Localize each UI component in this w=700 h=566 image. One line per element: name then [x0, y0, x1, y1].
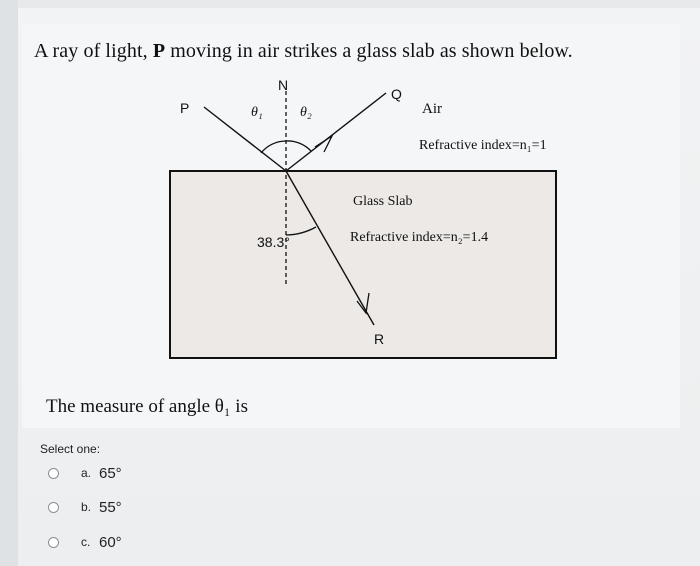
label-refraction-angle: 38.3°	[257, 234, 290, 250]
label-slab-index: Refractive index=n₂=1.4	[350, 230, 489, 245]
select-one-label: Select one:	[40, 442, 101, 456]
top-strip	[0, 0, 700, 8]
option-c[interactable]	[48, 530, 122, 554]
reflected-arrowhead	[315, 136, 332, 152]
label-glass-slab: Glass Slab	[353, 194, 413, 209]
label-q: Q	[391, 86, 402, 102]
label-air-index: Refractive index=n₁=1	[419, 138, 547, 153]
option-c-radio[interactable]	[48, 537, 59, 548]
option-c-value: 60°	[99, 533, 122, 551]
label-air: Air	[422, 101, 442, 117]
label-theta1: θ₁	[251, 105, 263, 120]
option-a-letter: a.	[81, 466, 92, 480]
question-intro-after: moving in air strikes a glass slab as shown below.	[165, 40, 573, 62]
label-n: N	[278, 77, 289, 93]
option-a-value: 65°	[99, 464, 122, 482]
question-text	[34, 40, 573, 63]
label-r: R	[374, 331, 385, 347]
theta2-arc	[286, 141, 311, 151]
option-a-radio[interactable]	[48, 468, 59, 479]
theta1-arc	[261, 141, 286, 153]
option-b-value: 55°	[99, 498, 122, 516]
option-b-radio[interactable]	[48, 502, 59, 513]
question-prompt: The measure of angle θ₁ is	[46, 396, 248, 417]
label-theta2: θ₂	[300, 105, 312, 120]
left-strip	[0, 0, 18, 566]
option-b-letter: b.	[81, 500, 92, 514]
option-a[interactable]	[48, 461, 122, 485]
option-b[interactable]	[48, 495, 122, 519]
incident-ray	[204, 107, 286, 171]
label-p: P	[180, 100, 190, 116]
refraction-diagram	[160, 75, 600, 375]
question-intro-before: A ray of light,	[34, 40, 153, 62]
option-c-letter: c.	[81, 535, 91, 549]
question-p-label: P	[152, 40, 166, 62]
